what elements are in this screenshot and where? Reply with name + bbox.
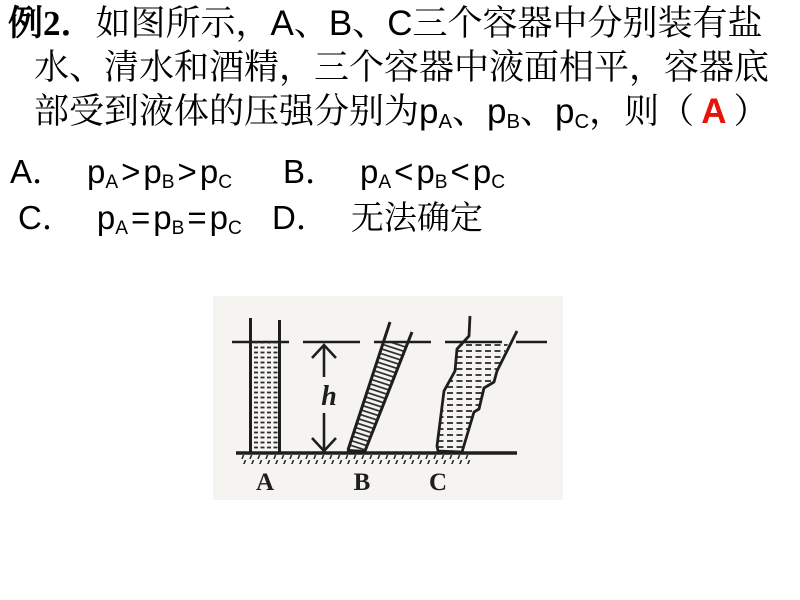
question-line-2: 水、清水和酒精，三个容器中液面相平，容器底	[34, 48, 770, 87]
pressure-symbol-pa: pA	[419, 92, 453, 133]
example-tag: 例2	[8, 4, 61, 43]
option-b: B． pA<pB<pC	[283, 153, 505, 193]
containers-figure	[213, 296, 563, 500]
answer-letter: A	[701, 92, 727, 131]
option-d: D． 无法确定	[272, 199, 483, 237]
liquid-fill-a	[252, 342, 278, 451]
container-names: A、B、C	[270, 4, 413, 43]
label-container-b: B	[353, 469, 371, 496]
label-container-c: C	[428, 469, 448, 496]
example-tag-dot: ．	[60, 4, 96, 43]
pressure-symbol-pc: pC	[555, 92, 590, 133]
label-container-a: A	[255, 469, 275, 496]
question-line-1: 例2．如图所示，A、B、C三个容器中分别装有盐	[8, 4, 763, 43]
question-line-3: 部受到液体的压强分别为pA、pB、pC，则（ A ）	[34, 92, 769, 133]
height-h-label: h	[321, 381, 337, 412]
option-a: A． pA>pB>pC	[10, 153, 232, 193]
option-c: C． pA=pB=pC	[18, 199, 242, 239]
pressure-symbol-pb: pB	[487, 92, 521, 133]
ground-hatching	[238, 455, 473, 464]
